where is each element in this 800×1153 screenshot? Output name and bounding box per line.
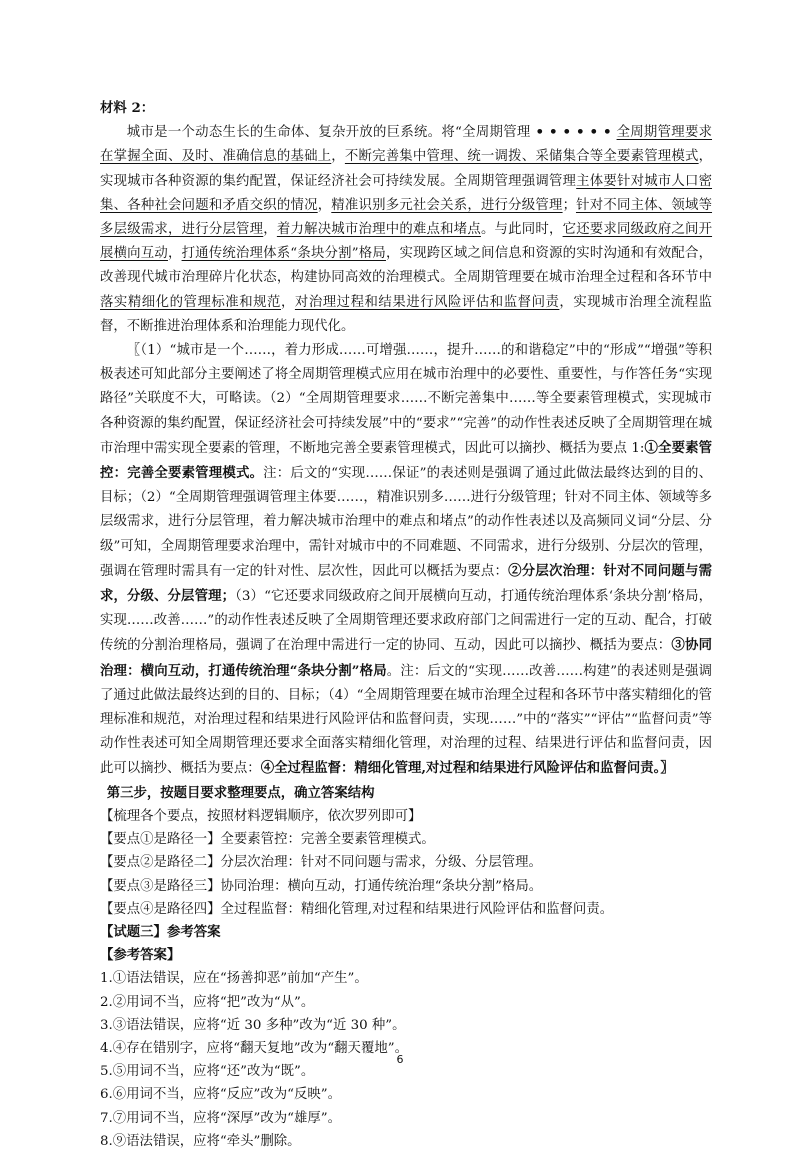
- answer-item: 1.①语法错误，应在“扬善抑恶”前加“产生”。: [100, 971, 368, 987]
- step3-line: 【要点②是路径二】分层次治理：针对不同问题与需求，分级、分层管理。: [100, 855, 542, 871]
- step3-line: 【要点④是路径四】全过程监督：精细化管理,对过程和结果进行风险评估和监督问责。: [100, 901, 614, 917]
- answer-item: 5.⑤用词不当，应将“还”改为“既”。: [100, 1064, 315, 1080]
- reference-answer-heading: 【参考答案】: [100, 947, 181, 964]
- answer-item: 7.⑦用词不当，应将“深厚”改为“雄厚”。: [100, 1110, 342, 1126]
- step3-line: 【要点①是路径一】全要素管控：完善全要素管理模式。: [100, 832, 435, 848]
- step3-line: 【梳理各个要点，按照材料逻辑顺序，依次罗列即可】: [100, 808, 422, 824]
- page-number: 6: [396, 1053, 404, 1066]
- answer-item: 4.④存在错别字，应将“翻天复地”改为“翻天覆地”。: [100, 1040, 408, 1056]
- key-point-3: ③协同治理：横向互动，打通传统治理“条块分割”格局: [100, 637, 713, 679]
- key-point-1: ①全要素管控：完善全要素管理模式。: [100, 439, 712, 482]
- answer-item: 2.②用词不当，应将“把”改为“从”。: [100, 994, 315, 1010]
- answer-item: 6.⑥用词不当，应将“反应”改为“反映”。: [100, 1087, 342, 1103]
- material-heading: 材料 2：: [100, 100, 155, 116]
- key-point-4: ④全过程监督：精细化管理,对过程和结果进行风险评估和监督问责。〗: [260, 760, 674, 777]
- step3-section: [100, 782, 712, 921]
- step3-heading: 第三步，按题目要求整理要点，确立答案结构: [106, 784, 375, 801]
- key-point-2: ②分层次治理：针对不同问题与需求，分级、分层管理；: [100, 562, 712, 605]
- document-page: [100, 96, 712, 1153]
- analysis-paragraph: 〖（1）“城市是一个……，着力形成……可增强……，提升……的和谐稳定”中的“形成”“增强”等积极表述可知此部分主要阐述了将全周期管理模式应用在城市治理中的必要性、重要性，与作答任务“实现路径”关联度不大，可略读。（2）“全周期管理要求……不断完善集中……等全要素管理模式，实现城市各种资源的集约配置，保证经济社会可持续发展”中的“要求”“完善”的动作性表述反映了全周期管理在城市治理中需实现全要素的管理，不断地完善全要素管理模式，因此可以摘抄、概括为要点 1:①全要素管控：完善全要素管理模式。注：后文的“实现……保证”的表述则是强调了通过此做法最终达到的目的、目标；（2）“全周期管理强调管理主体要……，精准识别多……进行分级管理；针对不同主体、领域等多层级需求，进行分层管理，着力解决城市治理中的难点和堵点”的动作性表述以及高频同义词“分层、分级”可知，全周期管理要求治理中，需针对城市中的不同难题、不同需求，进行分级别、分层次的管理，强调在管理时需具有一定的针对性、层次性，因此可以概括为要点：②分层次治理：针对不同问题与需求，分级、分层管理；（3）“它还要求同级政府之间开展横向互动，打通传统治理体系‘条块分割’格局，实现……改善……”的动作性表述反映了全周期管理还要求政府部门之间需进行一定的互动、配合，打破传统的分割治理格局，强调了在治理中需进行一定的协同、互动，因此可以摘抄、概括为要点：③协同治理：横向互动，打通传统治理“条块分割”格局。注：后文的“实现……改善……构建”的表述则是强调了通过此做法最终达到的目的、目标；（4）“全周期管理要在城市治理全过程和各环节中落实精细化的管理标准和规范，对治理过程和结果进行风险评估和监督问责，实现……”中的“落实”“评估”“监督问责”等动作性表述可知全周期管理还要求全面落实精细化管理，对治理的过程、结果进行评估和监督问责，因此可以摘抄、概括为要点：④全过程监督：精细化管理,对过程和结果进行风险评估和监督问责。〗: [100, 343, 713, 777]
- step3-line: 【要点③是路径三】协同治理：横向互动，打通传统治理“条块分割”格局。: [100, 878, 543, 894]
- answer-item: 3.③语法错误，应将“近 30 多种”改为“近 30 种”。: [100, 1017, 406, 1033]
- q3-heading: 【试题三】参考答案: [100, 923, 221, 940]
- answer-item: 8.⑨语法错误，应将“牵头”删除。: [100, 1133, 301, 1149]
- q3-section: [100, 921, 712, 1153]
- material-paragraph: 城市是一个动态生长的生命体、复杂开放的巨系统。将“全周期管理 • • • • • • 全周期管理要求在掌握全面、及时、准确信息的基础上，不断完善集中管理、统一调拨、采储集合等全要素管理模式，实现城市各种资源的集约配置，保证经济社会可持续发展。全周期管理强调管理主体要针对城市人口密集、各种社会问题和矛盾交织的情况，精准识别多元社会关系，进行分级管理；针对不同主体、领域等多层级需求，进行分层管理，着力解决城市治理中的难点和堵点。与此同时，它还要求同级政府之间开展横向互动，打通传统治理体系“条块分割”格局，实现跨区域之间信息和资源的实时沟通和有效配合，改善现代城市治理碎片化状态，构建协同高效的治理模式。全周期管理要在城市治理全过程和各环节中落实精细化的管理标准和规范，对治理过程和结果进行风险评估和监督问责，实现城市治理全流程监督，不断推进治理体系和治理能力现代化。: [100, 124, 713, 334]
